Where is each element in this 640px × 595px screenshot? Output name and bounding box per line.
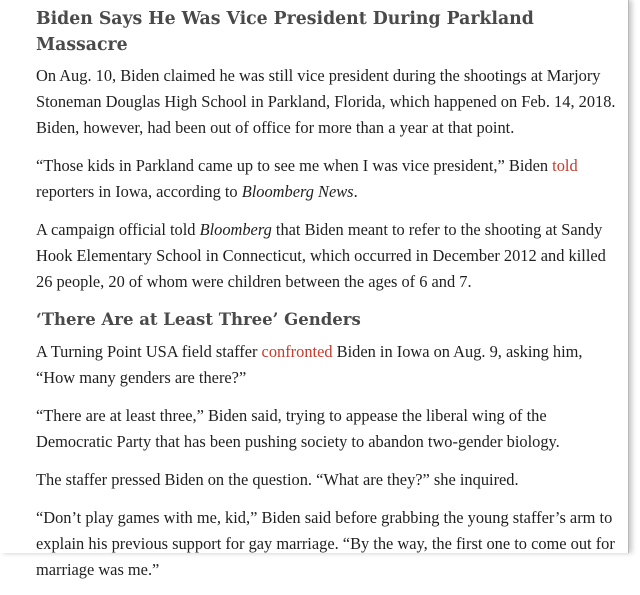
bloomberg-news-citation: Bloomberg News <box>241 182 354 201</box>
section-heading-genders: ‘There Are at Least Three’ Genders <box>36 310 361 329</box>
section-heading-parkland: Biden Says He Was Vice President During Parkland Massacre <box>36 9 534 55</box>
text-span: A campaign official told <box>36 220 200 239</box>
confronted-link[interactable]: confronted <box>261 342 333 361</box>
paragraph-staffer-question <box>36 339 616 391</box>
text-span: that Biden meant to refer to the shooting at Sandy Hook Elementary School in Connecticut, which occurred in December 2012 and killed 26 people, 20 of whom were children between the ages of 6 and 7. <box>36 220 606 291</box>
text-span: A Turning Point USA field staffer <box>36 342 262 361</box>
paragraph-biden-marriage: “Don’t play games with me, kid,” Biden said before grabbing the young staffer’s arm to explain his previous support for gay marriage. “By the way, the first one to come out for marriage was me.” <box>36 508 615 579</box>
text-span: reporters in Iowa, according to <box>36 182 242 201</box>
paragraph-parkland-claim: On Aug. 10, Biden claimed he was still vice president during the shootings at Marjory Stoneman Douglas High School in Parkland, Florida, which happened on Feb. 14, 2018. Biden, however, had been out of office for more than a year at that point. <box>36 66 616 137</box>
text-span: Biden in Iowa on Aug. 9, asking him, “How many genders are there?” <box>36 342 583 387</box>
bloomberg-citation: Bloomberg <box>199 220 272 239</box>
paragraph-biden-answer: “There are at least three,” Biden said, trying to appease the liberal wing of the Democratic Party that has been pushing society to abandon two-gender biology. <box>36 406 560 451</box>
article-body <box>36 6 616 595</box>
text-span: . <box>353 182 358 201</box>
told-link[interactable]: told <box>552 156 578 175</box>
paragraph-parkland-quote <box>36 153 616 205</box>
text-span: “Those kids in Parkland came up to see me when I was vice president,” Biden <box>36 156 553 175</box>
paragraph-sandy-hook <box>36 217 616 295</box>
paragraph-staffer-pressed: The staffer pressed Biden on the question. “What are they?” she inquired. <box>36 470 519 489</box>
